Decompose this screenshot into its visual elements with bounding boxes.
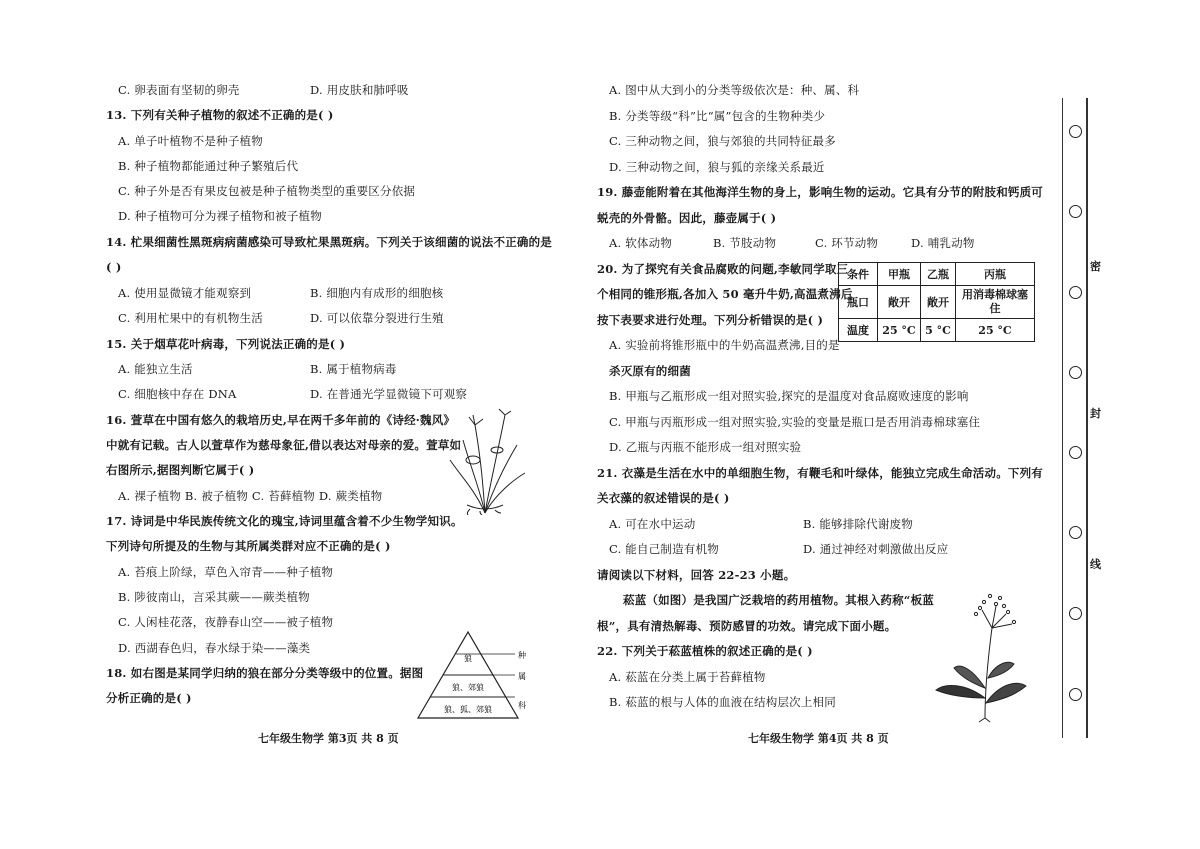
question-text-line: 请阅读以下材料，回答 22-23 小题。 bbox=[597, 568, 796, 582]
question-text-line: 蜕壳的外骨骼。因此，藤壶属于( ) bbox=[597, 211, 777, 225]
question-text-line: A. 裸子植物 B. 被子植物 C. 苔藓植物 D. 蕨类植物 bbox=[118, 489, 383, 503]
question-text-line: 18. 如右图是某同学归纳的狼在部分分类等级中的位置。据图 bbox=[106, 666, 424, 680]
table-cell: 5 °C bbox=[921, 319, 956, 342]
question-text-line: 21. 衣藻是生活在水中的单细胞生物，有鞭毛和叶绿体，能独立完成生命活动。下列有 bbox=[597, 466, 1044, 480]
question-text-line: 20. 为了探究有关食品腐败的问题,李敏同学取三 bbox=[597, 262, 849, 276]
experiment-conditions-table bbox=[838, 262, 1035, 342]
binding-strip bbox=[1062, 98, 1092, 738]
question-text-line: 15. 关于烟草花叶病毒，下列说法正确的是( ) bbox=[106, 337, 346, 351]
binding-hole bbox=[1069, 366, 1082, 379]
question-text-line: B. 种子植物都能通过种子繁殖后代 bbox=[118, 159, 299, 173]
question-text-line: C. 能自己制造有机物 bbox=[609, 542, 719, 556]
left-page-footer: 七年级生物学 第3页 共 8 页 bbox=[258, 732, 399, 745]
question-text-line: A. 菘蓝在分类上属于苔藓植物 bbox=[609, 670, 766, 684]
question-text-line: D. 三种动物之间，狼与狐的亲缘关系最近 bbox=[609, 160, 825, 174]
binding-hole bbox=[1069, 286, 1082, 299]
question-text-line: D. 在普通光学显微镜下可观察 bbox=[310, 387, 468, 401]
question-text-line: 14. 杧果细菌性黑斑病病菌感染可导致杧果黑斑病。下列关于该细菌的说法不正确的是 bbox=[106, 235, 553, 249]
question-text-line: C. 人闲桂花落，夜静春山空——被子植物 bbox=[118, 615, 334, 629]
question-text-line: 17. 诗词是中华民族传统文化的瑰宝,诗词里蕴含着不少生物学知识。 bbox=[106, 514, 463, 528]
question-text-line: D. 哺乳动物 bbox=[911, 236, 975, 250]
question-text-line: A. 软体动物 bbox=[609, 236, 673, 250]
table-cell: 25 °C bbox=[956, 319, 1035, 342]
question-text-line: B. 节肢动物 bbox=[713, 236, 777, 250]
question-text-line: C. 细胞核中存在 DNA bbox=[118, 387, 237, 401]
question-text-line: 杀灭原有的细菌 bbox=[609, 364, 691, 378]
question-text-line: C. 三种动物之间，狼与郊狼的共同特征最多 bbox=[609, 134, 836, 148]
question-text-line: B. 能够排除代谢废物 bbox=[803, 517, 913, 531]
question-text-line: B. 菘蓝的根与人体的血液在结构层次上相同 bbox=[609, 695, 836, 709]
question-text-line: 16. 萱草在中国有悠久的栽培历史,早在两千多年前的《诗经·魏风》 bbox=[106, 413, 456, 427]
question-text-line: D. 可以依靠分裂进行生殖 bbox=[310, 311, 444, 325]
pyramid-level-1: 狼 bbox=[464, 654, 472, 663]
question-text-line: 13. 下列有关种子植物的叙述不正确的是( ) bbox=[106, 108, 334, 122]
question-text-line: 22. 下列关于菘蓝植株的叙述正确的是( ) bbox=[597, 644, 813, 658]
question-text-line: C. 种子外是否有果皮包被是种子植物类型的重要区分依据 bbox=[118, 184, 416, 198]
table-cell: 敞开 bbox=[921, 286, 956, 319]
pyramid-level-2: 狼、郊狼 bbox=[452, 683, 484, 692]
binding-label-seal: 密 bbox=[1090, 260, 1101, 273]
classification-pyramid-diagram bbox=[410, 628, 540, 723]
binding-label-close: 封 bbox=[1090, 407, 1101, 420]
question-text-line: C. 甲瓶与丙瓶形成一组对照实验,实验的变量是瓶口是否用消毒棉球塞住 bbox=[609, 415, 981, 429]
question-text-line: A. 使用显微镜才能观察到 bbox=[118, 286, 252, 300]
binding-hole bbox=[1069, 526, 1082, 539]
daylily-illustration bbox=[445, 405, 530, 515]
table-cell: 25 °C bbox=[878, 319, 921, 342]
binding-hole bbox=[1069, 607, 1082, 620]
question-text-line: D. 种子植物可分为裸子植物和被子植物 bbox=[118, 209, 322, 223]
question-text-line: 关衣藻的叙述错误的是( ) bbox=[597, 491, 730, 505]
question-text-line: A. 能独立生活 bbox=[118, 362, 193, 376]
question-text-line: D. 乙瓶与丙瓶不能形成一组对照实验 bbox=[609, 440, 802, 454]
binding-hole bbox=[1069, 446, 1082, 459]
question-text-line: C. 利用杧果中的有机物生活 bbox=[118, 311, 263, 325]
right-page-footer: 七年级生物学 第4页 共 8 页 bbox=[748, 732, 889, 745]
question-text-line: B. 陟彼南山，言采其蕨——蕨类植物 bbox=[118, 590, 310, 604]
question-text-line: B. 细胞内有成形的细胞核 bbox=[310, 286, 444, 300]
question-text-line: D. 西湖春色归，春水绿于染——藻类 bbox=[118, 641, 311, 655]
question-text-line: D. 用皮肤和肺呼吸 bbox=[310, 83, 409, 97]
question-text-line: A. 苔痕上阶绿，草色入帘青——种子植物 bbox=[118, 565, 334, 579]
question-text-line: 19. 藤壶能附着在其他海洋生物的身上，影响生物的运动。它具有分节的附肢和钙质可 bbox=[597, 185, 1044, 199]
binding-rule-left bbox=[1062, 98, 1063, 738]
question-text-line: A. 单子叶植物不是种子植物 bbox=[118, 134, 263, 148]
table-cell: 温度 bbox=[839, 319, 878, 342]
pyramid-rank-genus: 属 bbox=[518, 672, 526, 681]
question-text-line: 右图所示,据图判断它属于( ) bbox=[106, 463, 255, 477]
woad-plant-illustration bbox=[930, 588, 1030, 723]
table-header-cell: 甲瓶 bbox=[878, 263, 921, 286]
table-header-cell: 条件 bbox=[839, 263, 878, 286]
question-text-line: 根”，具有清热解毒、预防感冒的功效。请完成下面小题。 bbox=[597, 619, 897, 633]
question-text-line: C. 卵表面有坚韧的卵壳 bbox=[118, 83, 240, 97]
table-header-cell: 乙瓶 bbox=[921, 263, 956, 286]
question-text-line: 分析正确的是( ) bbox=[106, 691, 192, 705]
binding-hole bbox=[1069, 125, 1082, 138]
table-row bbox=[839, 319, 1035, 342]
question-text-line: 中就有记载。古人以萱草作为慈母象征,借以表达对母亲的爱。萱草如 bbox=[106, 438, 462, 452]
table-cell: 用消毒棉球塞住 bbox=[956, 286, 1035, 319]
table-header-cell: 丙瓶 bbox=[956, 263, 1035, 286]
table-cell: 瓶口 bbox=[839, 286, 878, 319]
question-text-line: ( ) bbox=[106, 260, 122, 274]
question-text-line: 按下表要求进行处理。下列分析错误的是( ) bbox=[597, 313, 824, 327]
question-text-line: D. 通过神经对刺激做出反应 bbox=[803, 542, 949, 556]
binding-hole bbox=[1069, 688, 1082, 701]
question-text-line: 下列诗句所提及的生物与其所属类群对应不正确的是( ) bbox=[106, 539, 391, 553]
binding-label-line: 线 bbox=[1090, 558, 1101, 571]
question-text-line: B. 属于植物病毒 bbox=[310, 362, 397, 376]
question-text-line: A. 图中从大到小的分类等级依次是：种、属、科 bbox=[609, 83, 860, 97]
pyramid-level-3: 狼、狐、郊狼 bbox=[444, 705, 492, 714]
binding-rule-right bbox=[1086, 98, 1088, 738]
question-text-line: 个相同的锥形瓶,各加入 50 毫升牛奶,高温煮沸后 bbox=[597, 287, 853, 301]
binding-hole bbox=[1069, 205, 1082, 218]
question-text-line: A. 可在水中运动 bbox=[609, 517, 696, 531]
question-text-line: C. 环节动物 bbox=[815, 236, 879, 250]
question-text-line: 菘蓝（如图）是我国广泛栽培的药用植物。其根入药称“板蓝 bbox=[623, 593, 935, 607]
pyramid-rank-family: 科 bbox=[518, 701, 526, 710]
table-row bbox=[839, 263, 1035, 286]
pyramid-rank-species: 种 bbox=[518, 651, 526, 660]
table-cell: 敞开 bbox=[878, 286, 921, 319]
question-text-line: B. 甲瓶与乙瓶形成一组对照实验,探究的是温度对食品腐败速度的影响 bbox=[609, 389, 969, 403]
table-row bbox=[839, 286, 1035, 319]
question-text-line: B. 分类等级“科”比“属”包含的生物种类少 bbox=[609, 109, 826, 123]
question-text-line: A. 实验前将锥形瓶中的牛奶高温煮沸,目的是 bbox=[609, 338, 840, 352]
